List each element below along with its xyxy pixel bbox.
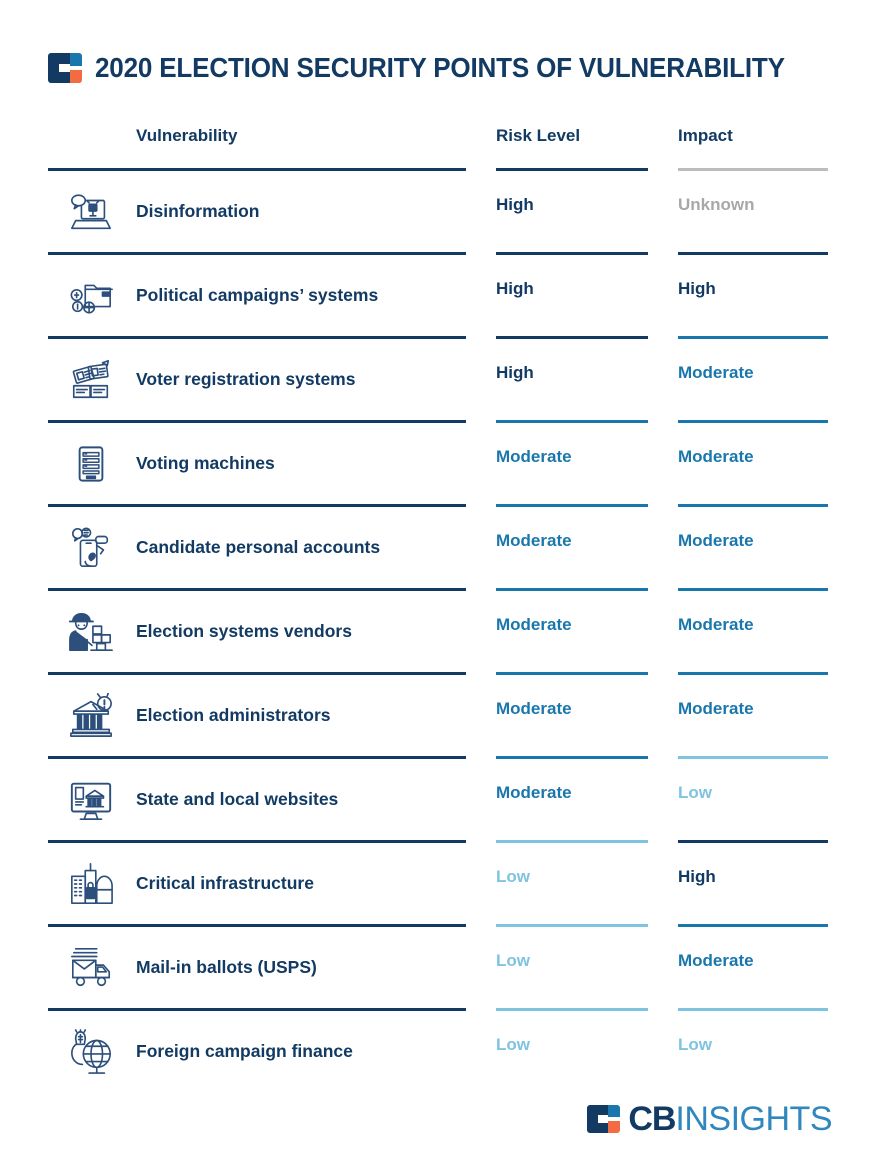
worker-boxes-icon	[60, 609, 122, 655]
smartphone-social-icon	[60, 525, 122, 571]
row-divider	[678, 840, 828, 843]
table-row	[0, 588, 880, 672]
row-divider	[496, 672, 648, 675]
row-divider	[678, 420, 828, 423]
cell-vulnerability	[48, 168, 466, 243]
impact-value: Moderate	[678, 363, 754, 382]
column-header-vulnerability	[48, 112, 466, 144]
table-header-row	[0, 112, 880, 168]
column-header-label: Vulnerability	[136, 126, 238, 145]
cell-impact	[678, 252, 828, 297]
row-divider	[496, 588, 648, 591]
table-body	[0, 168, 880, 1092]
table-row	[0, 1008, 880, 1092]
voting-machine-icon	[60, 441, 122, 487]
cell-impact	[678, 672, 828, 717]
monitor-government-icon	[60, 777, 122, 823]
cell-risk-level	[496, 420, 648, 465]
row-divider	[678, 504, 828, 507]
impact-value: Low	[678, 1035, 712, 1054]
table-row	[0, 336, 880, 420]
vulnerability-label: Election systems vendors	[136, 621, 352, 642]
page-header	[0, 0, 880, 94]
table-row	[0, 840, 880, 924]
cell-impact	[678, 336, 828, 381]
impact-value: Moderate	[678, 699, 754, 718]
row-divider	[496, 924, 648, 927]
table-row	[0, 168, 880, 252]
cell-vulnerability	[48, 672, 466, 747]
footer-logo	[587, 1102, 832, 1136]
page-title: 2020 ELECTION SECURITY POINTS OF VULNERABILITY	[95, 52, 785, 83]
cell-risk-level	[496, 1008, 648, 1053]
impact-value: Moderate	[678, 615, 754, 634]
cell-impact	[678, 840, 828, 885]
cell-vulnerability	[48, 1008, 466, 1083]
footer-brand-cb: CB	[628, 1100, 676, 1138]
cell-vulnerability	[48, 756, 466, 831]
globe-money-icon	[60, 1029, 122, 1075]
row-divider	[678, 588, 828, 591]
row-divider	[496, 252, 648, 255]
city-lock-icon	[60, 861, 122, 907]
risk-level-value: High	[496, 363, 534, 382]
risk-level-value: Moderate	[496, 615, 572, 634]
cb-insights-logo-icon	[48, 53, 82, 83]
cell-impact	[678, 420, 828, 465]
row-divider	[678, 336, 828, 339]
row-divider	[496, 504, 648, 507]
row-divider	[678, 672, 828, 675]
cell-vulnerability	[48, 420, 466, 495]
impact-value: Moderate	[678, 531, 754, 550]
impact-value: High	[678, 867, 716, 886]
column-header-label: Risk Level	[496, 126, 581, 145]
cell-vulnerability	[48, 336, 466, 411]
column-header-risk-level	[496, 112, 648, 144]
vulnerability-label: Voter registration systems	[136, 369, 356, 390]
risk-level-value: Low	[496, 1035, 530, 1054]
table-row	[0, 420, 880, 504]
risk-level-value: Moderate	[496, 699, 572, 718]
row-divider	[496, 420, 648, 423]
risk-level-value: Low	[496, 867, 530, 886]
impact-value: High	[678, 279, 716, 298]
cell-risk-level	[496, 588, 648, 633]
mail-truck-icon	[60, 945, 122, 991]
row-divider	[678, 252, 828, 255]
cell-risk-level	[496, 504, 648, 549]
folder-money-icon	[60, 273, 122, 319]
table-row	[0, 504, 880, 588]
impact-value: Low	[678, 783, 712, 802]
cell-risk-level	[496, 756, 648, 801]
table-row	[0, 756, 880, 840]
cell-impact	[678, 756, 828, 801]
row-divider	[496, 756, 648, 759]
cell-risk-level	[496, 672, 648, 717]
row-divider	[496, 840, 648, 843]
row-divider	[496, 336, 648, 339]
row-divider	[678, 756, 828, 759]
cell-risk-level	[496, 168, 648, 213]
row-divider	[48, 588, 466, 591]
cell-vulnerability	[48, 588, 466, 663]
row-divider	[678, 1008, 828, 1011]
risk-level-value: Low	[496, 951, 530, 970]
table-row	[0, 672, 880, 756]
row-divider	[48, 1008, 466, 1011]
cell-risk-level	[496, 924, 648, 969]
vulnerability-label: Candidate personal accounts	[136, 537, 381, 558]
cell-vulnerability	[48, 252, 466, 327]
logo-orange-square	[608, 1121, 620, 1133]
vulnerability-label: Mail-in ballots (USPS)	[136, 957, 317, 978]
vulnerability-label: Disinformation	[136, 201, 260, 222]
risk-level-value: Moderate	[496, 447, 572, 466]
row-divider	[48, 336, 466, 339]
impact-value: Moderate	[678, 951, 754, 970]
vulnerability-label: Election administrators	[136, 705, 331, 726]
cell-vulnerability	[48, 924, 466, 999]
row-divider	[48, 756, 466, 759]
row-divider	[48, 840, 466, 843]
row-divider	[496, 1008, 648, 1011]
government-building-alert-icon	[60, 693, 122, 739]
row-divider	[678, 924, 828, 927]
risk-level-value: Moderate	[496, 531, 572, 550]
laptop-megaphone-icon	[60, 189, 122, 235]
row-divider	[48, 252, 466, 255]
logo-blue-square	[608, 1105, 620, 1117]
vulnerability-label: State and local websites	[136, 789, 339, 810]
cell-risk-level	[496, 336, 648, 381]
cb-insights-logo-icon	[587, 1105, 620, 1133]
table-row	[0, 924, 880, 1008]
cell-risk-level	[496, 252, 648, 297]
risk-level-value: High	[496, 279, 534, 298]
cell-risk-level	[496, 840, 648, 885]
column-header-impact	[678, 112, 828, 144]
row-divider	[48, 672, 466, 675]
cell-impact	[678, 924, 828, 969]
cell-impact	[678, 504, 828, 549]
table-row	[0, 252, 880, 336]
logo-orange-square	[70, 70, 82, 83]
cell-vulnerability	[48, 504, 466, 579]
logo-blue-square	[70, 53, 82, 66]
impact-value: Moderate	[678, 447, 754, 466]
registration-cards-icon	[60, 357, 122, 403]
column-header-label: Impact	[678, 126, 733, 145]
cell-impact	[678, 1008, 828, 1053]
vulnerability-label: Political campaigns’ systems	[136, 285, 379, 306]
risk-level-value: High	[496, 195, 534, 214]
footer-brand-insights: INSIGHTS	[675, 1100, 832, 1138]
vulnerability-label: Voting machines	[136, 453, 275, 474]
row-divider	[48, 924, 466, 927]
impact-value: Unknown	[678, 195, 755, 214]
cell-impact	[678, 588, 828, 633]
risk-level-value: Moderate	[496, 783, 572, 802]
vulnerability-label: Foreign campaign finance	[136, 1041, 353, 1062]
cell-vulnerability	[48, 840, 466, 915]
vulnerability-table	[0, 112, 880, 1092]
row-divider	[48, 420, 466, 423]
cell-impact	[678, 168, 828, 213]
row-divider	[48, 504, 466, 507]
vulnerability-label: Critical infrastructure	[136, 873, 314, 894]
